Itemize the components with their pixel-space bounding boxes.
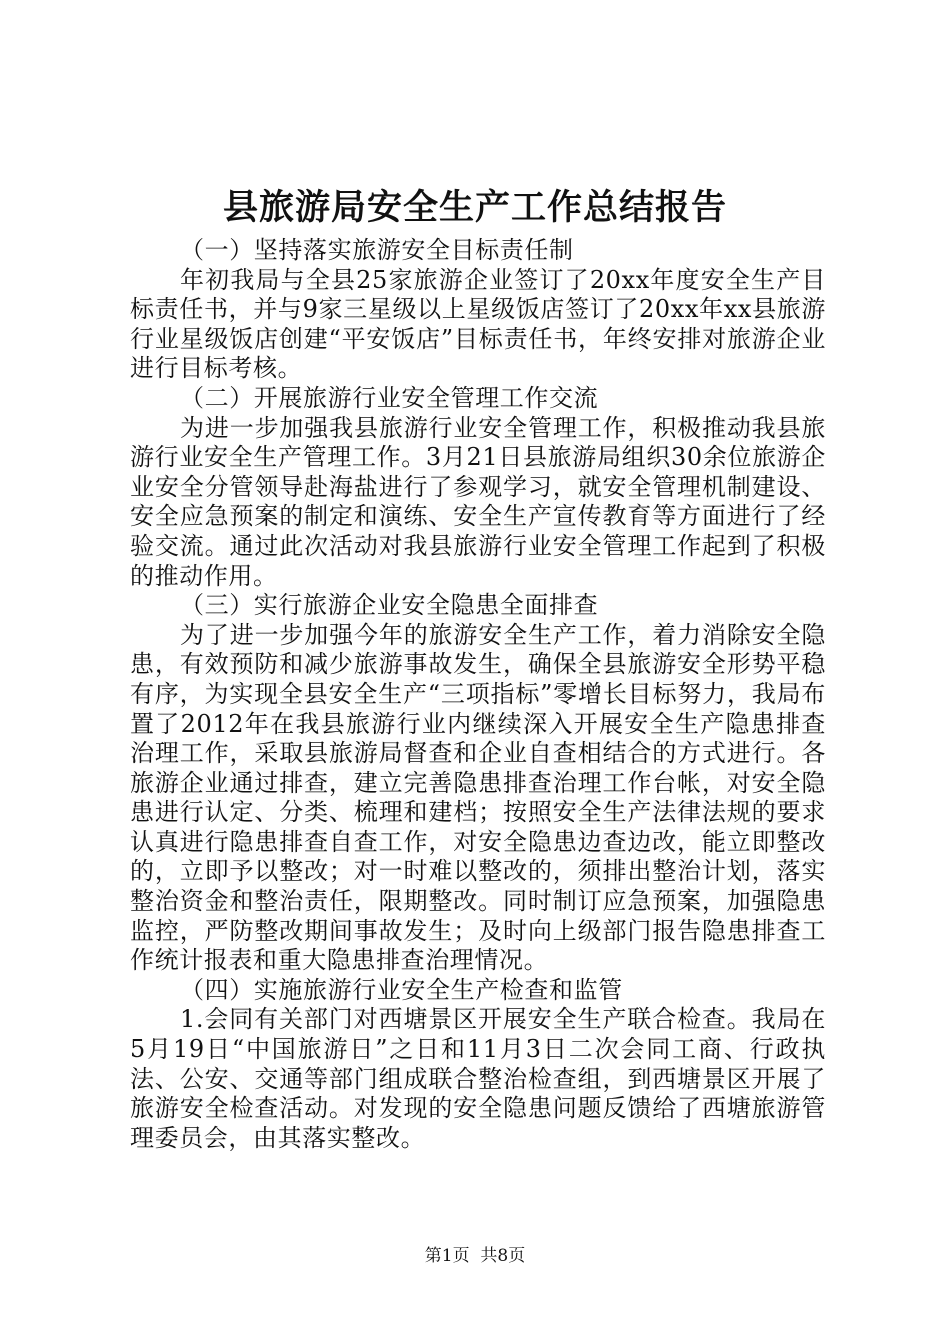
- document-title: 县旅游局安全生产工作总结报告: [222, 187, 727, 228]
- section-heading-3: （三）实行旅游企业安全隐患全面排查: [180, 591, 599, 620]
- page-number-label: 第1页 共8页: [424, 1246, 526, 1266]
- section-paragraph-4: 1.会同有关部门对西塘景区开展安全生产联合检查。我局在5月19日“中国旅游日”之日和11月3日二次会同工商、行政执法、公安、交通等部门组成联合整治检查组，到西塘景区开展了旅游安全检查活动。对发现的安全隐患问题反馈给了西塘旅游管理委员会，由其落实整改。: [130, 1005, 826, 1152]
- page-footer: [0, 1245, 950, 1267]
- section-heading-4: （四）实施旅游行业安全生产检查和监管: [180, 975, 623, 1004]
- document-body: [130, 236, 826, 1153]
- section-paragraph-3: 为了进一步加强今年的旅游安全生产工作，着力消除安全隐患，有效预防和减少旅游事故发生，确保全县旅游安全形势平稳有序，为实现全县安全生产“三项指标”零增长目标努力，我局布置了2012年在我县旅游行业内继续深入开展安全生产隐患排查治理工作，采取县旅游局督查和企业自查相结合的方式进行。各旅游企业通过排查，建立完善隐患排查治理工作台帐，对安全隐患进行认定、分类、梳理和建档；按照安全生产法律法规的要求认真进行隐患排查自查工作，对安全隐患边查边改，能立即整改的，立即予以整改；对一时难以整改的，须排出整治计划，落实整治资金和整治责任，限期整改。同时制订应急预案，加强隐患监控，严防整改期间事故发生；及时向上级部门报告隐患排查工作统计报表和重大隐患排查治理情况。: [130, 620, 826, 975]
- section-paragraph-1: 年初我局与全县25家旅游企业签订了20xx年度安全生产目标责任书，并与9家三星级以上星级饭店签订了20xx年xx县旅游行业星级饭店创建“平安饭店”目标责任书，年终安排对旅游企业进行目标考核。: [130, 265, 826, 383]
- section-paragraph-2: 为进一步加强我县旅游行业安全管理工作，积极推动我县旅游行业安全生产管理工作。3月21日县旅游局组织30余位旅游企业安全分管领导赴海盐进行了参观学习，就安全管理机制建设、安全应急预案的制定和演练、安全生产宣传教育等方面进行了经验交流。通过此次活动对我县旅游行业安全管理工作起到了积极的推动作用。: [130, 413, 826, 590]
- section-heading-1: （一）坚持落实旅游安全目标责任制: [180, 236, 574, 264]
- section-heading-2: （二）开展旅游行业安全管理工作交流: [180, 383, 599, 412]
